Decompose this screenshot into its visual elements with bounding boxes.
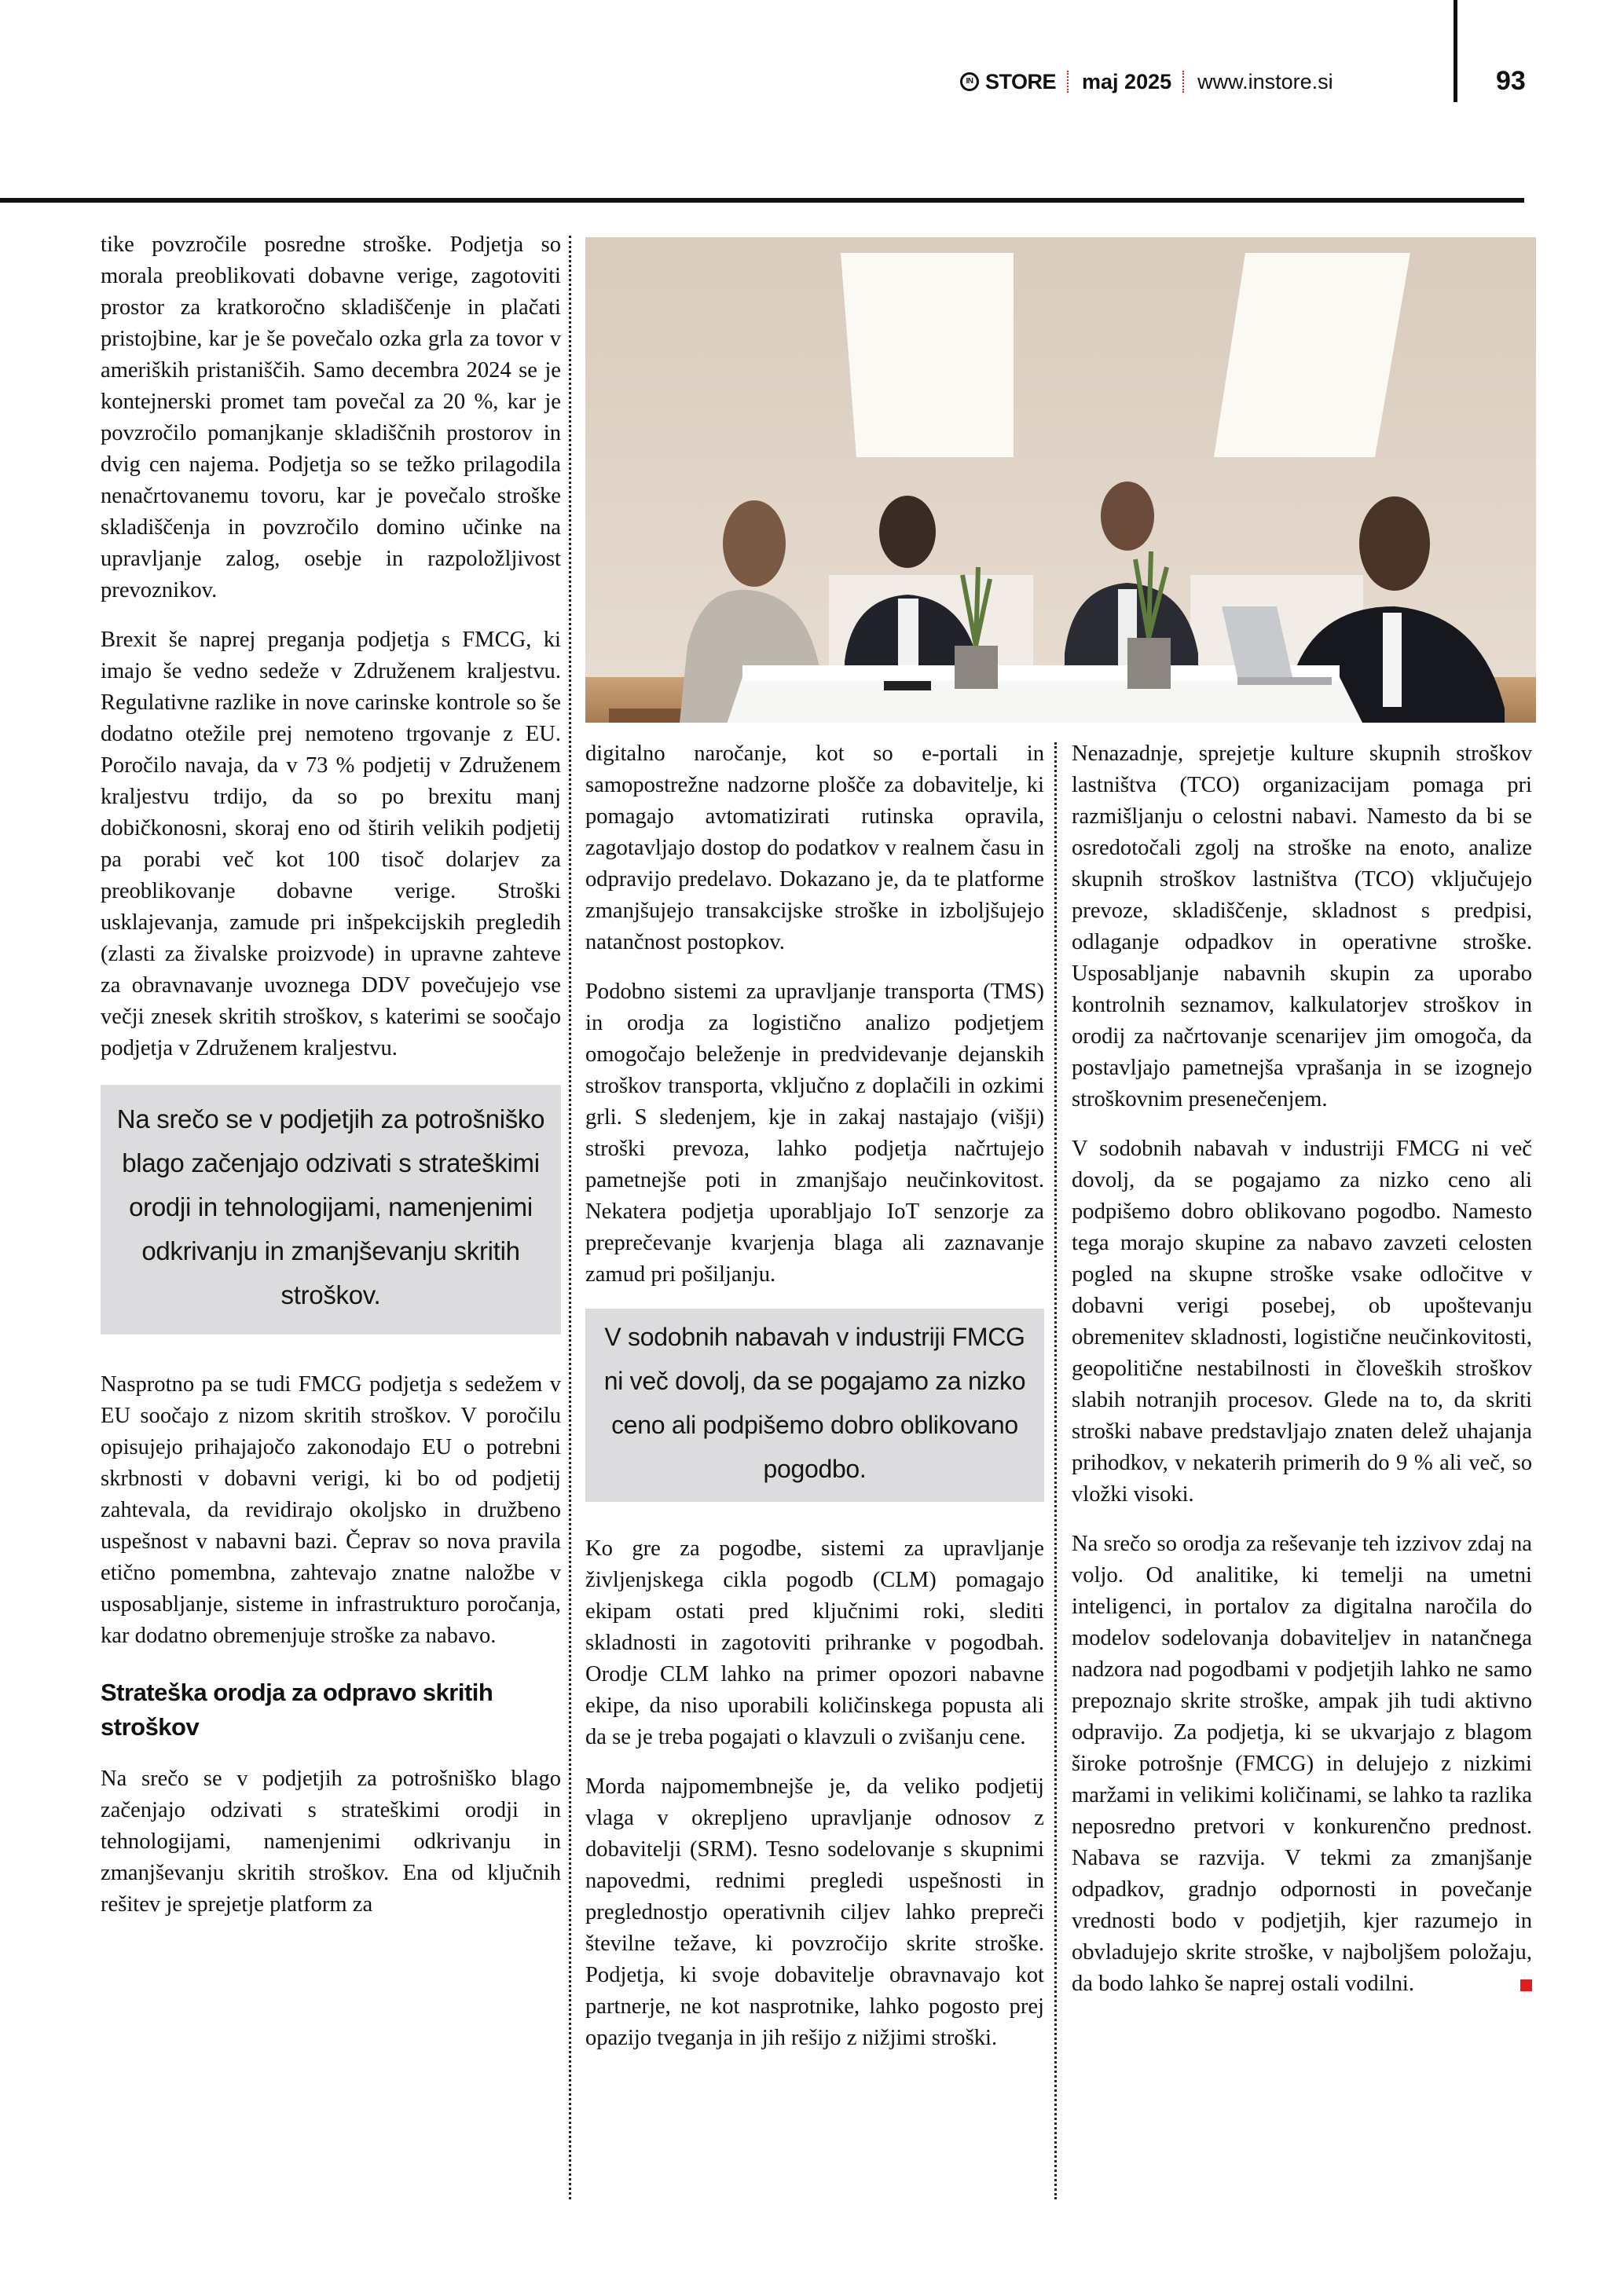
pull-quote: Na srečo se v podjetjih za potrošniško blago začenjajo odzivati s strateškimi orodji in tehnologijami, namenjenimi odkrivanju in zmanjševanju skritih stroškov. <box>101 1085 561 1335</box>
meeting-photo <box>585 237 1536 723</box>
body-paragraph-final <box>1072 1529 1532 2000</box>
page-number: 93 <box>1496 66 1526 96</box>
publication-logo <box>960 70 1056 94</box>
instore-logo-icon: IN <box>960 72 979 91</box>
article-column-left <box>101 229 561 1939</box>
body-paragraph: tike povzročile posredne stroške. Podjetja so morala preoblikovati dobavne verige, zagotoviti prostor za kratkoročno skladiščenje in plačati pristojbine, kar je še povečalo ozka grla za tovor v ameriških pristaniščih. Samo decembra 2024 se je kontejnerski promet tam povečal za 20 %, kar je povzročilo pomanjkanje skladiščnih prostorov in dvig cen najema. Podjetja so se težko prilagodila nenačrtovanemu tovoru, kar je povečalo stroške skladiščenja in povzročilo domino učinke na upravljanje zalog, osebje in razpoložljivost prevoznikov. <box>101 233 561 602</box>
body-paragraph: Morda najpomembnejše je, da veliko podjetij vlaga v okrepljeno upravljanje odnosov z dobavitelji (SRM). Tesno sodelovanje s skupnimi napovedmi, rednimi pregledi uspešnosti in preglednostjo operativnih ciljev lahko prepreči številne težave, ki povzročijo skrite stroške. Podjetja, ki svoje dobavitelje obravnavajo kot partnerje, ne kot nasprotnike, lahko pogosto prej opazijo tveganja in jih rešijo z nižjimi stroški. <box>585 1774 1044 2050</box>
article-column-middle <box>585 738 1044 2072</box>
header-separator <box>1067 71 1071 93</box>
section-heading: Strateška orodja za odpravo skritih stroškov <box>101 1679 493 1741</box>
body-paragraph: Nasprotno pa se tudi FMCG podjetja s sedežem v EU soočajo z nizom skritih stroškov. V poročilu opisujejo prihajajočo zakonodajo EU o potrebni skrbnosti v dobavni verigi, ki bo od podjetij zahtevala, da revidirajo okoljsko in družbeno uspešnost v nabavni bazi. Čeprav so nova pravila etično pomembna, zahtevajo znatne naložbe v usposabljanje, sisteme in infrastrukturo poročanja, kar dodatno obremenjuje stroške za nabavo. <box>101 1372 561 1648</box>
pull-quote: V sodobnih nabavah v industriji FMCG ni več dovolj, da se pogajamo za nizko ceno ali podpišemo dobro oblikovano pogodbo. <box>585 1309 1044 1502</box>
running-header <box>960 66 1333 97</box>
end-of-article-square-icon <box>1520 1979 1532 1991</box>
column-divider <box>1054 742 1057 2199</box>
body-paragraph: Podobno sistemi za upravljanje transporta (TMS) in orodja za logistično analizo podjetjem omogočajo beleženje in predvidevanje dejanskih stroškov transporta, vključno z doplačili in ozkimi grli. S sledenjem, kje in zakaj nastajajo (višji) stroški prevoza, lahko podjetja načrtujejo pametnejše poti in zmanjšajo neučinkovitost. Nekatera podjetja uporabljajo IoT senzorje za preprečevanje kvarjenja blaga ali zaznavanje zamud pri pošiljanju. <box>585 980 1044 1287</box>
photo-meeting-icon <box>585 237 1536 723</box>
body-paragraph: Ko gre za pogodbe, sistemi za upravljanje življenjskega cikla pogodb (CLM) pomagajo ekipam ostati pred ključnimi roki, slediti skladnosti in zagotoviti prihranke v pogodbah. Orodje CLM lahko na primer opozori nabavne ekipe, da niso uporabili količinskega popusta ali da se je treba pogajati o klavzuli o zvišanju cene. <box>585 1536 1044 1749</box>
issue-date: maj 2025 <box>1082 69 1172 93</box>
website-link[interactable]: www.instore.si <box>1197 69 1333 93</box>
final-paragraph-text: Na srečo so orodja za reševanje teh izzivov zdaj na voljo. Od analitike, ki temelji na umetni inteligenci, in portalov za digitalna naročila do modelov sodelovanja dobaviteljev in natančnega nadzora nad pogodbami v podjetjih lahko ne samo prepoznajo skrite stroške, ampak jih tudi aktivno odpravijo. Za podjetja, ki se ukvarjajo z blagom široke potrošnje (FMCG) in delujejo z nizkimi maržami in velikimi količinami, se lahko ta razlika neposredno pretvori v konkurenčno prednost. Nabava se razvija. V tekmi za zmanjšanje odpadkov, gradnjo odpornosti in povečanje vrednosti bodo v podjetjih, kjer razumejo in obvladujejo skrite stroške, v najboljšem položaju, da bodo lahko še naprej ostali vodilni. <box>1072 1532 1532 1996</box>
body-paragraph: V sodobnih nabavah v industriji FMCG ni več dovolj, da se pogajamo za nizko ceno ali podpišemo dobro oblikovano pogodbo. Namesto tega morajo skupine za nabavo zavzeti celosten pogled na skupne stroške vsake odločitve v dobavni verigi posebej, ob upoštevanju obremenitev skladnosti, logistične neučinkovitosti, geopolitične nestabilnosti in človeških stroškov slabih notranjih procesov. Glede na to, da skriti stroški nabave predstavljajo znaten delež uhajanja prihodkov, v nekaterih primerih do 9 % ali več, so vložki visoki. <box>1072 1137 1532 1507</box>
top-rule <box>0 198 1524 203</box>
body-paragraph: Na srečo se v podjetjih za potrošniško blago začenjajo odzivati s strateškimi orodji in tehnologijami, namenjenimi odkrivanju in zmanjševanju skritih stroškov. Ena od ključnih rešitev je sprejetje platform za <box>101 1767 561 1917</box>
column-divider <box>569 236 571 2199</box>
article-column-right <box>1072 738 1532 2018</box>
body-paragraph: Nenazadnje, sprejetje kulture skupnih stroškov lastništva (TCO) organizacijam pomaga pri razmišljanju o celostni nabavi. Namesto da bi se osredotočali zgolj na stroške na enoto, analize skupnih stroškov lastništva (TCO) vključujejo prevoze, skladiščenje, skladnost s predpisi, odlaganje odpadkov in operativne stroške. Usposabljanje nabavnih skupin za uporabo kontrolnih seznamov, kalkulatorjev stroškov in orodij za načrtovanje scenarijev jim omogoča, da postavljajo pametnejša vprašanja in se izognejo stroškovnim presenečenjem. <box>1072 742 1532 1111</box>
brand-name: STORE <box>985 69 1057 93</box>
body-paragraph: digitalno naročanje, kot so e-portali in samopostrežne nadzorne plošče za dobavitelje, ki pomagajo avtomatizirati rutinska opravila, zagotavljajo dostop do podatkov v realnem času in odpravijo predelavo. Dokazano je, da te platforme zmanjšujejo transakcijske stroške in izboljšujejo natančnost postopkov. <box>585 742 1044 954</box>
header-vertical-rule <box>1454 0 1457 102</box>
header-separator <box>1182 71 1186 93</box>
body-paragraph: Brexit še naprej preganja podjetja s FMCG, ki imajo še vedno sedeže v Združenem kraljestvu. Regulativne razlike in nove carinske kontrole so še dodatno otežile prej nemoteno trgovanje z EU. Poročilo navaja, da v 73 % podjetij v Združenem kraljestvu trdijo, da so po brexitu manj dobičkonosni, skoraj eno od štirih velikih podjetij pa porabi več kot 100 tisoč dolarjev za preoblikovanje dobavne verige. Stroški usklajevanja, zamude pri inšpekcijskih pregledih (zlasti za živalske proizvode) in upravne zahteve za obravnavanje uvoznega DDV povečujejo vse večji znesek skritih stroškov, s katerimi se soočajo podjetja v Združenem kraljestvu. <box>101 628 561 1060</box>
